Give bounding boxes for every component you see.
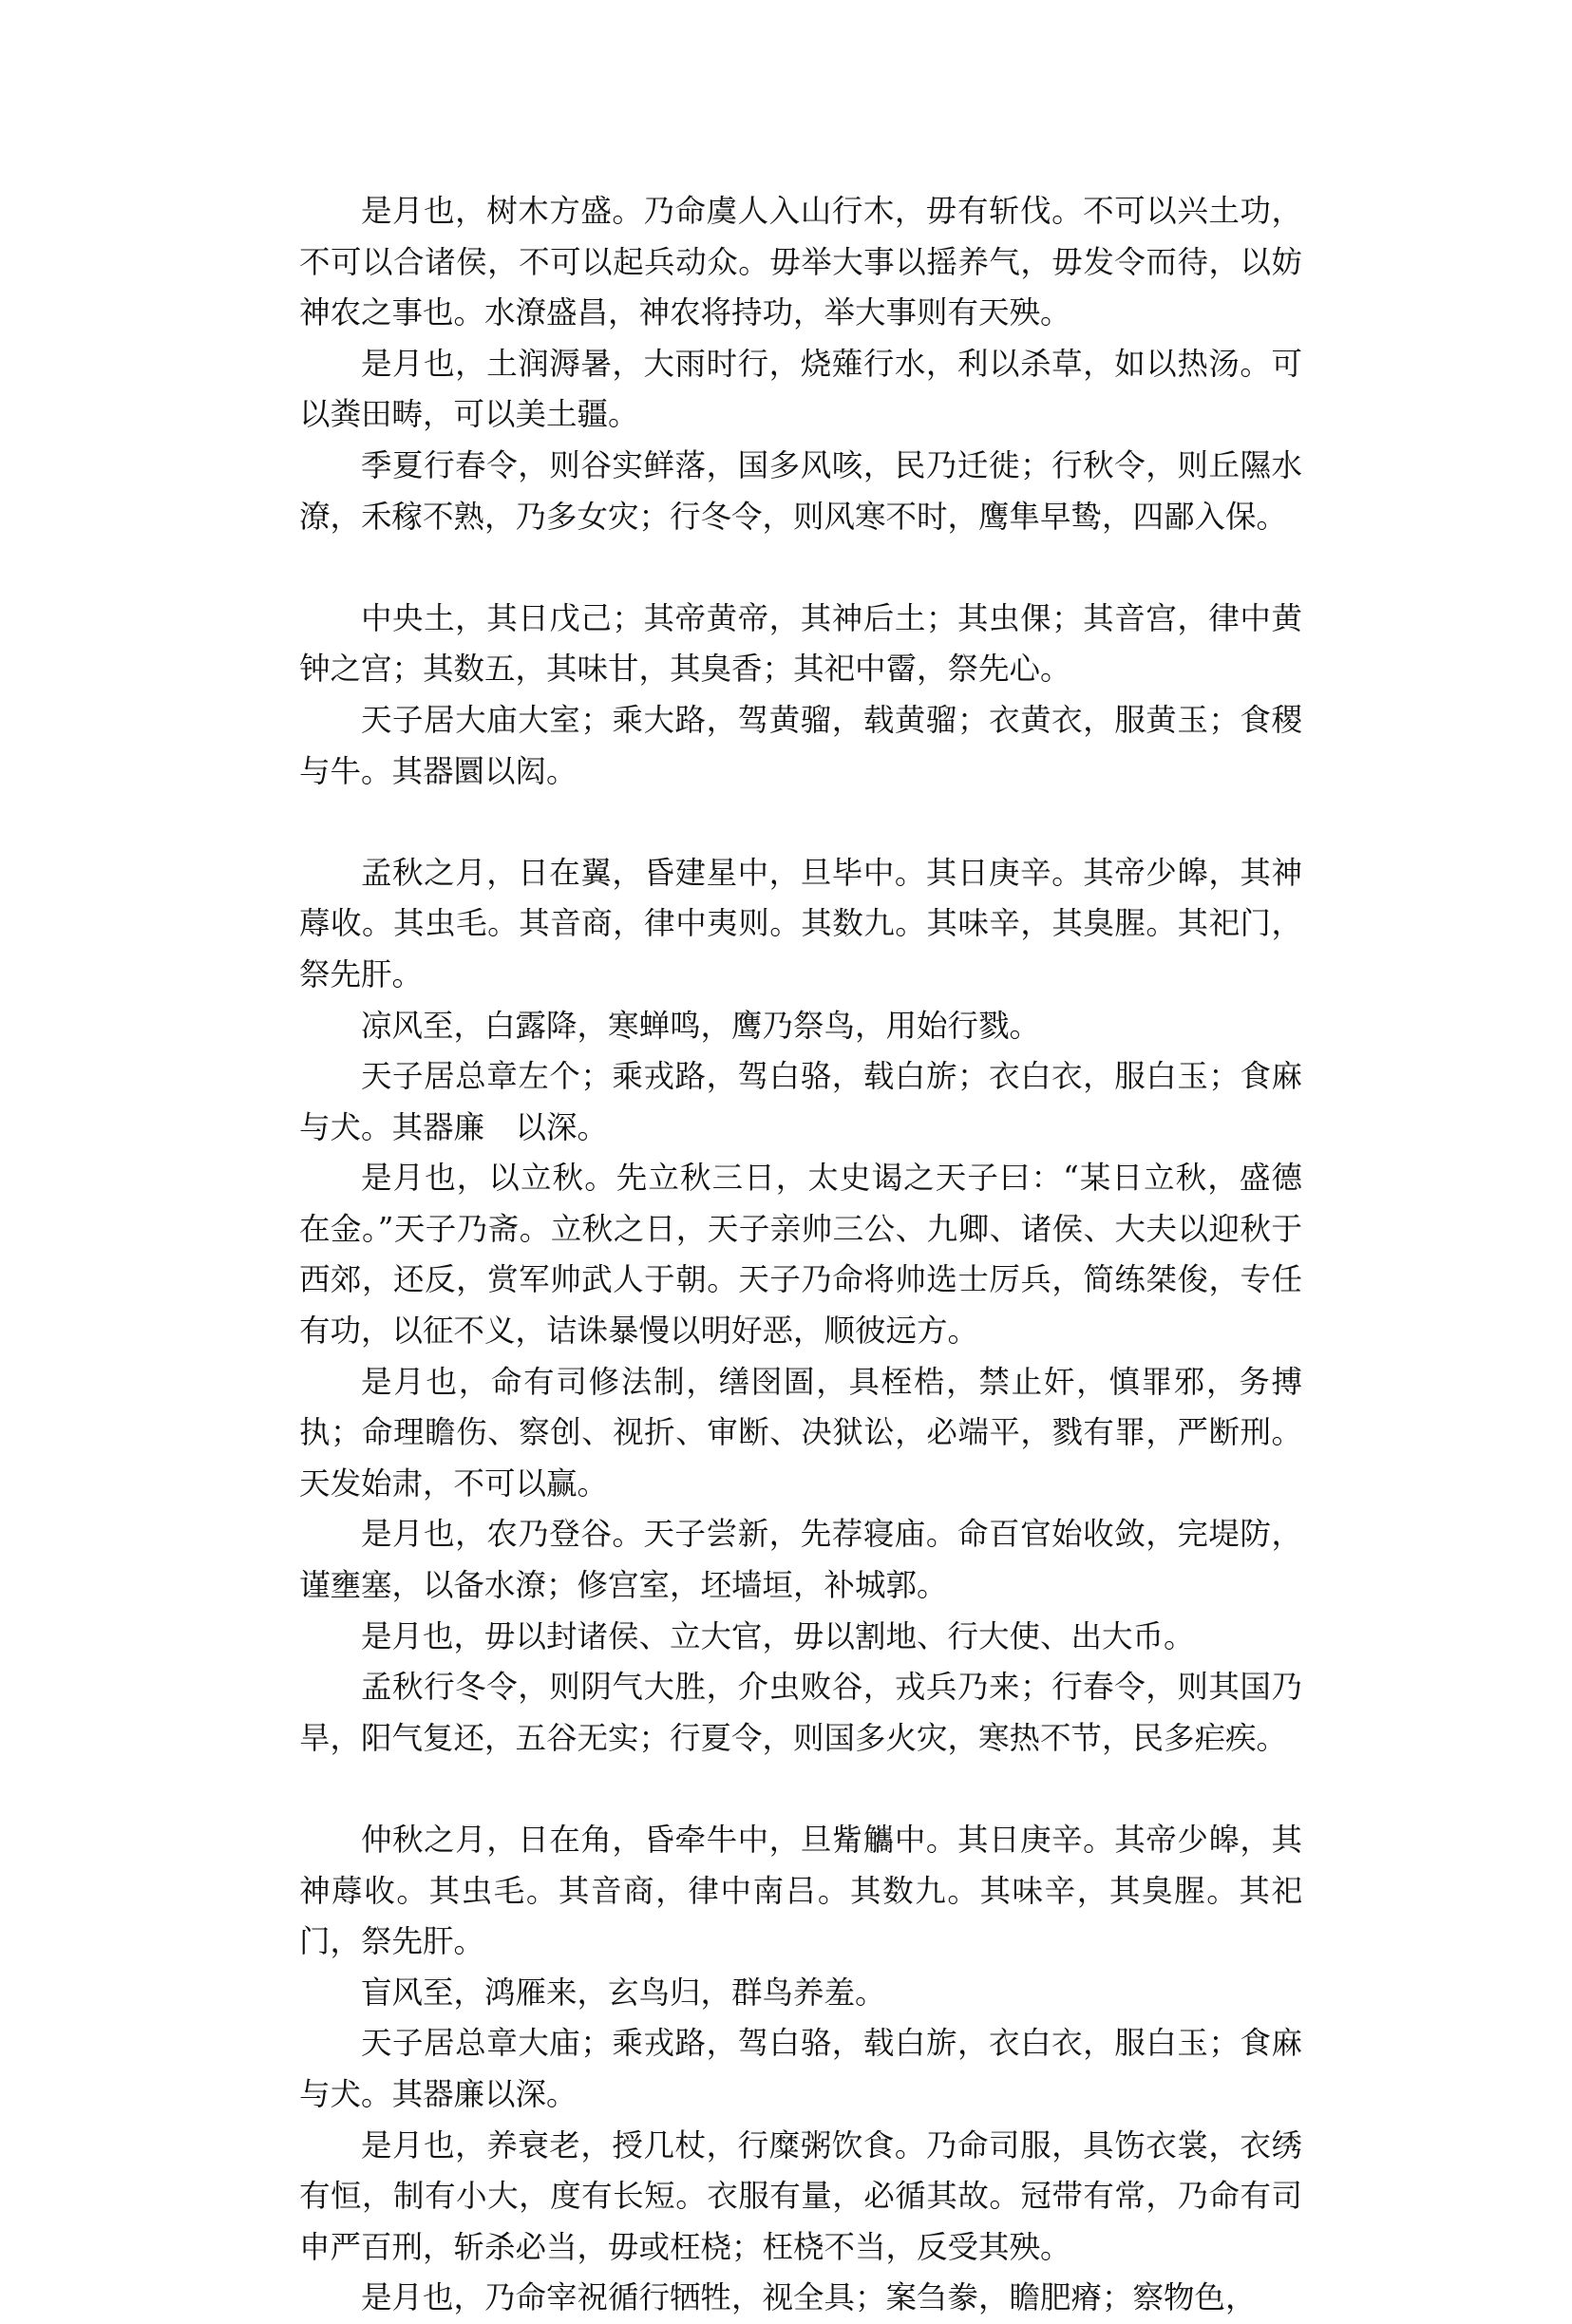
section-zhong-qiu xyxy=(299,1815,1302,2324)
section-ji-xia xyxy=(299,186,1302,542)
section-spacer xyxy=(299,797,1302,848)
paragraph: 天子居总章左个；乘戎路，驾白骆，载白旂；衣白衣，服白玉；食麻与犬。其器廉 以深。 xyxy=(299,1058,1302,1145)
section-spacer xyxy=(299,542,1302,594)
section-meng-qiu xyxy=(299,848,1302,1765)
paragraph: 是月也，树木方盛。乃命虞人入山行木，毋有斩伐。不可以兴土功，不可以合诸侯，不可以起兵动众。毋举大事以摇养气，毋发令而待，以妨神农之事也。水潦盛昌，神农将持功，举大事则有天殃。 xyxy=(299,193,1302,331)
paragraph: 是月也，农乃登谷。天子尝新，先荐寝庙。命百官始收敛，完堤防，谨壅塞，以备水潦；修宫室，坯墙垣，补城郭。 xyxy=(299,1516,1302,1604)
document-body xyxy=(299,186,1302,2324)
section-zhong-yang-tu xyxy=(299,594,1302,797)
paragraph: 是月也，乃命宰祝循行牺牲，视全具；案刍豢，瞻肥瘠；察物色， xyxy=(361,2279,1257,2316)
paragraph: 中央土，其日戊己；其帝黄帝，其神后土；其虫倮；其音宫，律中黄钟之宫；其数五，其味甘，其臭香；其祀中霤，祭先心。 xyxy=(299,599,1302,688)
paragraph: 孟秋行冬令，则阴气大胜，介虫败谷，戎兵乃来；行春令，则其国乃旱，阳气复还，五谷无实；行夏令，则国多火灾，寒热不节，民多疟疾。 xyxy=(299,1669,1302,1756)
paragraph: 是月也，以立秋。先立秋三日，太史谒之天子曰：“某日立秋，盛德在金。”天子乃斋。立秋之日，天子亲帅三公、九卿、诸侯、大夫以迎秋于西郊，还反，赏军帅武人于朝。天子乃命将帅选士厉兵，简练桀俊，专任有功，以征不义，诘诛暴慢以明好恶，顺彼远方。 xyxy=(299,1160,1302,1350)
paragraph: 是月也，土润溽暑，大雨时行，烧薙行水，利以杀草，如以热汤。可以粪田畴，可以美土疆。 xyxy=(299,345,1302,433)
paragraph: 是月也，毋以封诸侯、立大官，毋以割地、行大使、出大币。 xyxy=(361,1617,1195,1654)
paragraph: 盲风至，鸿雁来，玄鸟归，群鸟养羞。 xyxy=(361,1974,886,2011)
paragraph: 是月也，命有司修法制，缮囹圄，具桎梏，禁止奸，慎罪邪，务搏执；命理瞻伤、察创、视折、审断、决狱讼，必端平，戮有罪，严断刑。天发始肃，不可以赢。 xyxy=(299,1363,1302,1502)
paragraph: 仲秋之月，日在角，昏牵牛中，旦觜觿中。其日庚辛。其帝少皞，其神蓐收。其虫毛。其音商，律中南吕。其数九。其味辛，其臭腥。其祀门，祭先肝。 xyxy=(299,1822,1302,1960)
paragraph: 天子居大庙大室；乘大路，驾黄骝，载黄骝；衣黄衣，服黄玉；食稷与牛。其器圜以闳。 xyxy=(299,701,1302,789)
paragraph: 季夏行春令，则谷实鲜落，国多风咳，民乃迁徙；行秋令，则丘隰水潦，禾稼不熟，乃多女灾；行冬令，则风寒不时，鹰隼早鸷，四鄙入保。 xyxy=(299,446,1302,535)
paragraph: 天子居总章大庙；乘戎路，驾白骆，载白旂，衣白衣，服白玉；食麻与犬。其器廉以深。 xyxy=(299,2025,1302,2112)
paragraph: 孟秋之月，日在翼，昏建星中，旦毕中。其日庚辛。其帝少皞，其神蓐收。其虫毛。其音商，律中夷则。其数九。其味辛，其臭腥。其祀门，祭先肝。 xyxy=(299,854,1302,992)
paragraph: 凉风至，白露降，寒蝉鸣，鹰乃祭鸟，用始行戮。 xyxy=(361,1007,1041,1044)
section-spacer xyxy=(299,1764,1302,1815)
paragraph: 是月也，养衰老，授几杖，行糜粥饮食。乃命司服，具饬衣裳，衣绣有恒，制有小大，度有长短。衣服有量，必循其故。冠带有常，乃命有司申严百刑，斩杀必当，毋或枉桡；枉桡不当，反受其殃。 xyxy=(299,2126,1302,2265)
